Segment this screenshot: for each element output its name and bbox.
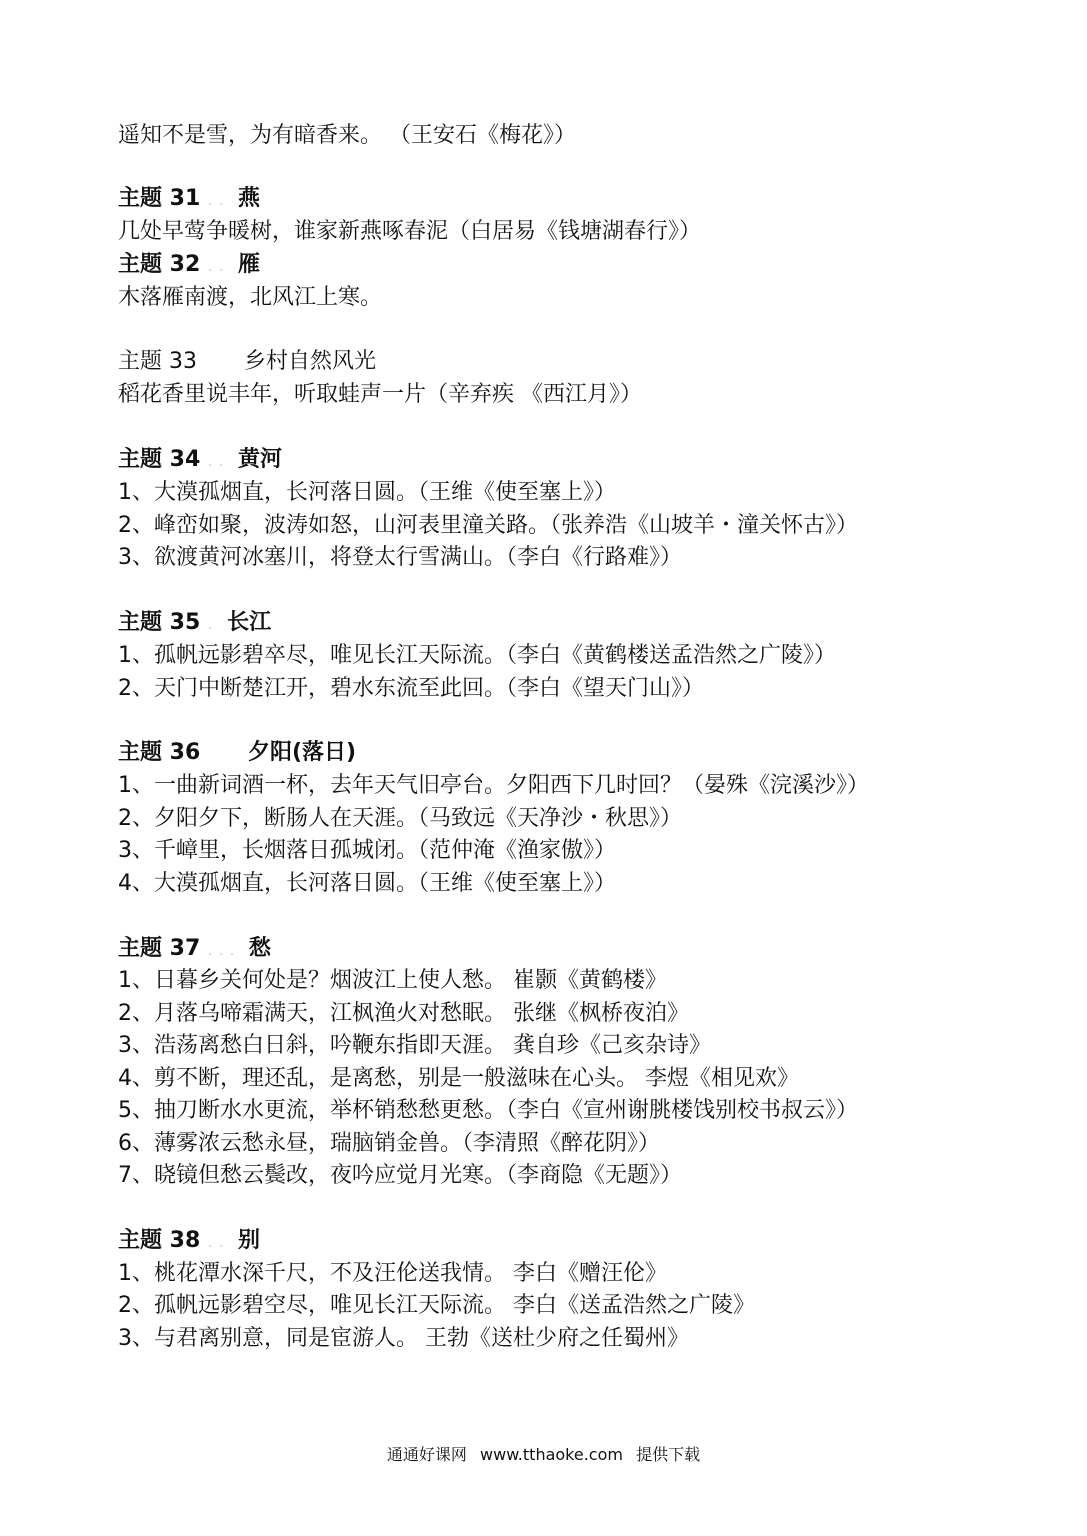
- topic-title: 长江: [227, 610, 272, 635]
- poem-line: 遥知不是雪，为有暗香来。 （王安石《梅花》）: [118, 123, 576, 148]
- poem-line: 3、与君离别意，同是宦游人。 王勃《送杜少府之任蜀州》: [118, 1326, 689, 1351]
- poem-line: 2、孤帆远影碧空尽，唯见长江天际流。 李白《送孟浩然之广陵》: [118, 1293, 755, 1318]
- topic-number: 主题 32: [118, 252, 201, 277]
- topic-number: 主题 37: [118, 936, 201, 961]
- topic-title: 黄河: [237, 447, 282, 472]
- leader-dots: . .: [207, 193, 225, 209]
- leader-dots: . .: [207, 1235, 225, 1251]
- poem-line: 4、剪不断，理还乱，是离愁，别是一般滋味在心头。 李煜《相见欢》: [118, 1066, 799, 1091]
- footer-site-name: 通通好课网: [386, 1445, 467, 1464]
- topic-number: 主题 31: [118, 186, 201, 211]
- topic-number: 主题 38: [118, 1228, 201, 1253]
- poem-line: 4、大漠孤烟直，长河落日圆。（王维《使至塞上》）: [118, 871, 616, 896]
- topic-31-heading: [118, 184, 260, 216]
- poem-line: 1、日暮乡关何处是？烟波江上使人愁。 崔颢《黄鹤楼》: [118, 968, 667, 993]
- poem-line: 2、夕阳夕下，断肠人在天涯。（马致远《天净沙・秋思》）: [118, 806, 682, 831]
- page-footer: [0, 1444, 1087, 1466]
- topic-title: 夕阳(落日): [247, 740, 357, 765]
- poem-line: 6、薄雾浓云愁永昼，瑞脑销金兽。（李清照《醉花阴》）: [118, 1131, 660, 1156]
- poem-line: 2、月落乌啼霜满天，江枫渔火对愁眠。 张继《枫桥夜泊》: [118, 1001, 689, 1026]
- poem-line: 稻花香里说丰年，听取蛙声一片（辛弃疾 《西江月》）: [118, 382, 642, 407]
- topic-35-heading: [118, 608, 271, 640]
- topic-number: 主题 36: [118, 740, 201, 765]
- poem-line: 2、天门中断楚江开，碧水东流至此回。（李白《望天门山》）: [118, 676, 704, 701]
- poem-line: 1、一曲新词酒一杯，去年天气旧亭台。夕阳西下几时回？（晏殊《浣溪沙》）: [118, 773, 869, 798]
- topic-number: 主题 35: [118, 610, 201, 635]
- poem-line: 几处早莺争暖树，谁家新燕啄春泥（白居易《钱塘湖春行》）: [118, 219, 702, 244]
- footer-url: www.tthaoke.com: [480, 1445, 623, 1464]
- footer-note: 提供下载: [636, 1445, 701, 1464]
- topic-title: 愁: [248, 936, 271, 961]
- poem-line: 1、孤帆远影碧卒尽，唯见长江天际流。（李白《黄鹤楼送孟浩然之广陵》）: [118, 643, 836, 668]
- topic-title: 雁: [237, 252, 260, 277]
- topic-number: 主题 34: [118, 447, 201, 472]
- poem-line: 1、大漠孤烟直，长河落日圆。（王维《使至塞上》）: [118, 480, 616, 505]
- topic-38-heading: [118, 1226, 260, 1258]
- poem-line: 2、峰峦如聚，波涛如怒，山河表里潼关路。（张养浩《山坡羊・潼关怀古》）: [118, 513, 858, 538]
- poem-line: 3、浩荡离愁白日斜，吟鞭东指即天涯。 龚自珍《己亥杂诗》: [118, 1033, 711, 1058]
- poem-line: 7、晓镜但愁云鬓改，夜吟应觉月光寒。（李商隐《无题》）: [118, 1163, 682, 1188]
- leader-dots: . . .: [207, 943, 236, 959]
- poem-line: 3、千嶂里，长烟落日孤城闭。（范仲淹《渔家傲》）: [118, 838, 616, 863]
- poem-line: 1、桃花潭水深千尺，不及汪伦送我情。 李白《赠汪伦》: [118, 1261, 667, 1286]
- topic-33-heading: [118, 347, 376, 377]
- topic-32-heading: [118, 250, 260, 282]
- poem-line: 3、欲渡黄河冰塞川，将登太行雪满山。（李白《行路难》）: [118, 545, 682, 570]
- topic-title: 乡村自然风光: [244, 349, 377, 374]
- topic-36-heading: [118, 738, 356, 768]
- topic-34-heading: [118, 445, 282, 477]
- topic-number: 主题 33: [118, 349, 197, 374]
- topic-37-heading: [118, 934, 271, 966]
- leader-dots: . .: [207, 454, 225, 470]
- poem-line: 木落雁南渡，北风江上寒。: [118, 285, 383, 310]
- topic-title: 燕: [237, 186, 260, 211]
- topic-title: 别: [237, 1228, 260, 1253]
- poem-line: 5、抽刀断水水更流，举杯销愁愁更愁。（李白《宣州谢朓楼饯别校书叔云》）: [118, 1098, 858, 1123]
- leader-dots: .: [207, 617, 214, 633]
- leader-dots: . .: [207, 259, 225, 275]
